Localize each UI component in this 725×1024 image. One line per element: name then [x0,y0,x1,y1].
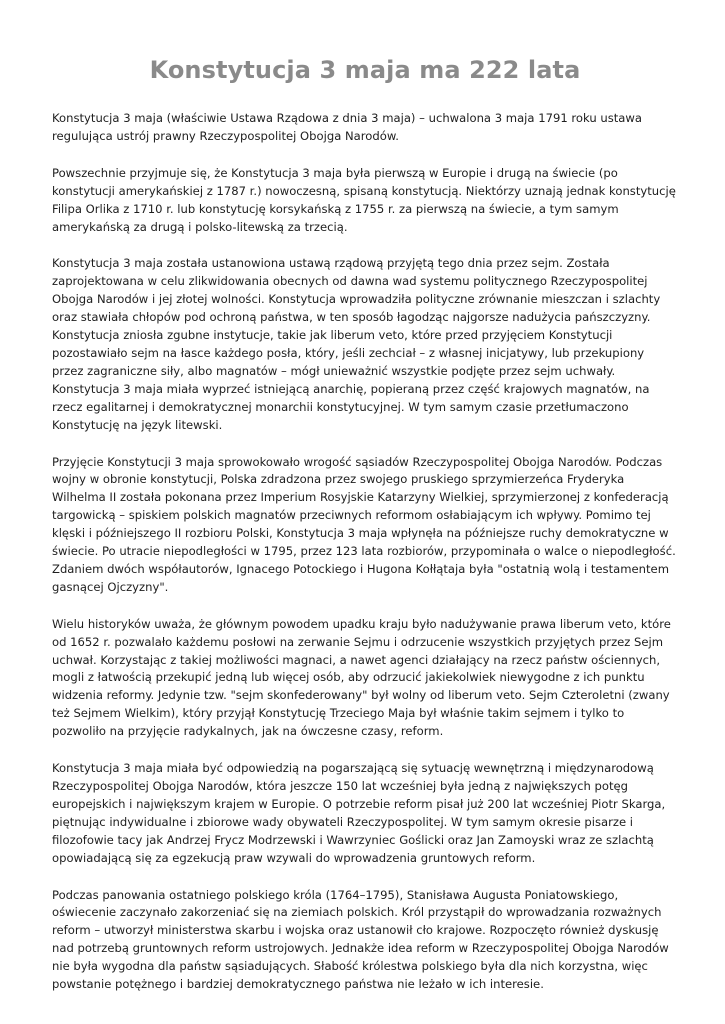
paragraph-4: Przyjęcie Konstytucji 3 maja sprowokowało wrogość sąsiadów Rzeczypospolitej Obojga Narodów. Podczas wojny w obronie konstytucji, Polska zdradzona przez swojego pruskiego sprzymierzeńca Fryderyka Wilhelma II została pokonana przez Imperium Rosyjskie Katarzyny Wielkiej, sprzymierzonej z konfederacją targowicką – spiskiem polskich magnatów przeciwnych reformom osłabiającym ich wpływy. Pomimo tej klęski i późniejszego II rozbioru Polski, Konstytucja 3 maja wpłynęła na późniejsze ruchy demokratyczne w świecie. Po utracie niepodległości w 1795, przez 123 lata rozbiorów, przypominała o walce o niepodległość. Zdaniem dwóch współautorów, Ignacego Potockiego i Hugona Kołłątaja była "ostatnią wolą i testamentem gasnącej Ojczyzny". [52,454,676,594]
paragraph-3: Konstytucja 3 maja została ustanowiona ustawą rządową przyjętą tego dnia przez sejm. Została zaprojektowana w celu zlikwidowania obecnych od dawna wad systemu politycznego Rzeczypospolitej Obojga Narodów i jej złotej wolności. Konstytucja wprowadziła polityczne zrównanie mieszczan i szlachty oraz stawiała chłopów pod ochroną państwa, w ten sposób łagodząc najgorsze nadużycia pańszczyzny. Konstytucja zniosła zgubne instytucje, takie jak liberum veto, które przed przyjęciem Konstytucji pozostawiało sejm na łasce każdego posła, który, jeśli zechciał – z własnej inicjatywy, lub przekupiony przez zagraniczne siły, albo magnatów – mógł unieważnić wszystkie podjęte przez sejm uchwały. Konstytucja 3 maja miała wyprzeć istniejącą anarchię, popieraną przez część krajowych magnatów, na rzecz egalitarnej i demokratycznej monarchii konstytucyjnej. W tym samym czasie przetłumaczono Konstytucję na język litewski. [52,256,661,432]
paragraph-7: Podczas panowania ostatniego polskiego króla (1764–1795), Stanisława Augusta Poniatowskiego, oświecenie zaczynało zakorzeniać się na ziemiach polskich. Król przystąpił do wprowadzania rozważnych reform – utworzył ministerstwa skarbu i wojska oraz ustanowił cło krajowe. Rozpoczęto również dyskusję nad potrzebą gruntownych reform ustrojowych. Jednakże idea reform w Rzeczypospolitej Obojga Narodów nie była wygodna dla państw sąsiadujących. Słabość królestwa polskiego była dla nich korzystna, więc powstanie potężnego i bardziej demokratycznego państwa nie leżało w ich interesie. [52,887,669,992]
paragraph-5: Wielu historyków uważa, że głównym powodem upadku kraju było nadużywanie prawa liberum veto, które od 1652 r. pozwalało każdemu posłowi na zerwanie Sejmu i odrzucenie wszystkich przyjętych przez Sejm uchwał. Korzystając z takiej możliwości magnaci, a nawet agenci działający na rzecz państw ościennych, mogli z łatwością przekupić jedną lub więcej osób, aby odrzucić jakiekolwiek niewygodne z ich punktu widzenia reformy. Jedynie tzw. "sejm skonfederowany" był wolny od liberum veto. Sejm Czteroletni (zwany też Sejmem Wielkim), który przyjął Konstytucję Trzeciego Maja był właśnie takim sejmem i tylko to pozwoliło na przyjęcie radykalnych, jak na ówczesne czasy, reform. [52,616,671,739]
paragraph-1: Konstytucja 3 maja (właściwie Ustawa Rządowa z dnia 3 maja) – uchwalona 3 maja 1791 roku ustawa regulująca ustrój prawny Rzeczypospolitej Obojga Narodów. [52,111,643,143]
document-title: Konstytucja 3 maja ma 222 lata [149,56,581,84]
paragraph-2: Powszechnie przyjmuje się, że Konstytucja 3 maja była pierwszą w Europie i drugą na świecie (po konstytucji amerykańskiej z 1787 r.) nowoczesną, spisaną konstytucją. Niektórzy uznają jednak konstytucję Filipa Orlika z 1710 r. lub konstytucję korsykańską z 1755 r. za pierwszą na świecie, a tym samym amerykańską za drugą i polsko-litewską za trzecią. [52,165,676,234]
document-page [52,52,678,1013]
paragraph-6: Konstytucja 3 maja miała być odpowiedzią na pogarszającą się sytuację wewnętrzną i międzynarodową Rzeczypospolitej Obojga Narodów, która jeszcze 150 lat wcześniej była jedną z największych potęg europejskich i największym krajem w Europie. O potrzebie reform pisał już 200 lat wcześniej Piotr Skarga, piętnując indywidualne i zbiorowe wady obywateli Rzeczypospolitej. W tym samym okresie pisarze i filozofowie tacy jak Andrzej Frycz Modrzewski i Wawrzyniec Goślicki oraz Jan Zamoyski wraz ze szlachtą opowiadającą się za egzekucją praw wzywali do wprowadzenia gruntowych reform. [52,761,666,865]
